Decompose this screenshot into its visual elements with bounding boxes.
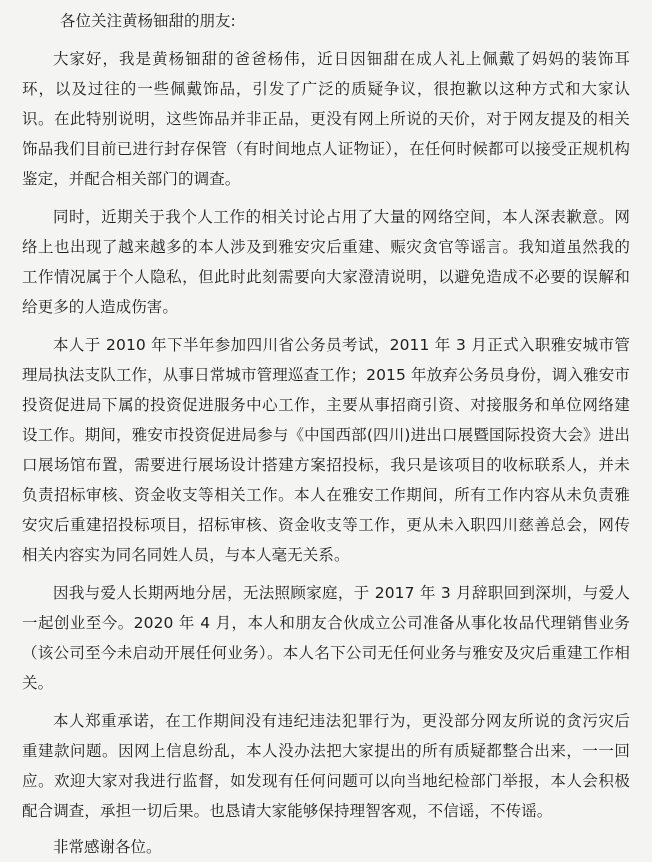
paragraph-rumor-clarification: 同时，近期关于我个人工作的相关讨论占用了大量的网络空间，本人深表歉意。网络上也出现了越来越多的本人涉及到雅安灾后重建、赈灾贪官等谣言。我知道虽然我的工作情况属于个人隐私，但此时此刻需要向大家澄清说明，以避免造成不必要的误解和给更多的人造成伤害。 bbox=[22, 208, 630, 316]
paragraph-work-history: 本人于 2010 年下半年参加四川省公务员考试，2011 年 3 月正式入职雅安城市管理局执法支队工作，从事日常城市管理巡查工作；2015 年放弃公务员身份，调入雅安市投资促进局下属的投资促进服务中心工作，主要从事招商引资、对接服务和单位网络建设工作。期间，雅安市投资促进局参与《中国西部(四川)进出口展暨国际投资大会》进出口展场馆布置，需要进行展场设计搭建方案招投标，我只是该项目的收标联系人，并未负责招标审核、资金收支等相关工作。本人在雅安工作期间，所有工作内容从未负责雅安灾后重建招投标项目，招标审核、资金收支等工作，更从未入职四川慈善总会，网传相关内容实为同名同姓人员，与本人毫无关系。 bbox=[22, 336, 630, 564]
letter-closing: 非常感谢各位。 bbox=[53, 838, 162, 856]
letter-greeting: 各位关注黄杨钿甜的朋友: bbox=[60, 12, 236, 30]
paragraph-shenzhen-business: 因我与爱人长期两地分居，无法照顾家庭，于 2017 年 3 月辞职回到深圳，与爱人一起创业至今。2020 年 4 月，本人和朋友合伙成立公司准备从事化妆品代理销售业务（该公司至今未启动开展任何业务）。本人名下公司无任何业务与雅安及灾后重建工作相关。 bbox=[22, 584, 630, 692]
paragraph-commitment: 本人郑重承诺，在工作期间没有违纪违法犯罪行为，更没部分网友所说的贪污灾后重建款问题。因网上信息纷乱，本人没办法把大家提出的所有质疑都整合出来，一一回应。欢迎大家对我进行监督，如发现有任何问题可以向当地纪检部门举报，本人会积极配合调查，承担一切后果。也恳请大家能够保持理智客观，不信谣，不传谣。 bbox=[22, 712, 630, 820]
paragraph-apology-jewelry: 大家好，我是黄杨钿甜的爸爸杨伟，近日因钿甜在成人礼上佩戴了妈妈的装饰耳环，以及过往的一些佩戴饰品，引发了广泛的质疑争议，很抱歉以这种方式和大家认识。在此特别说明，这些饰品并非正品，更没有网上所说的天价，对于网友提及的相关饰品我们目前已进行封存保管（有时间地点人证物证），在任何时候都可以接受正规机构鉴定，并配合相关部门的调查。 bbox=[22, 50, 630, 188]
